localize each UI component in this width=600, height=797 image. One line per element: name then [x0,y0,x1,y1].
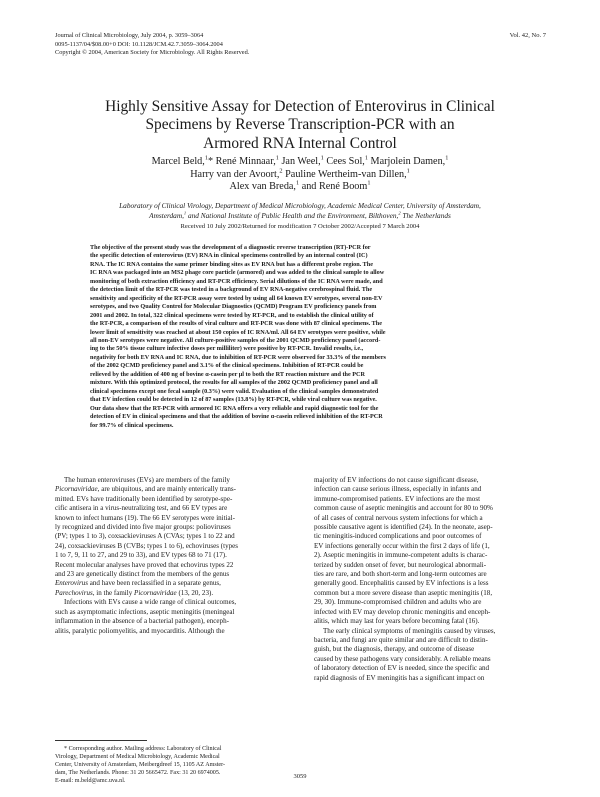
body-line: caused by these pathogens vary considerably. A reliable means [314,654,491,663]
body-line: 29, 30). Immune-compromised children and adults who are [314,598,482,607]
body-line: (PV; types 1 to 3), coxsackieviruses A (CVAs; types 1 to 22 and [55,532,235,541]
body-line: such as asymptomatic infections, aseptic meningitis (meningeal [55,607,235,616]
abstract-line: The objective of the present study was the development of a diagnostic reverse transcription (RT)-PCR for [90,244,371,251]
body-line: generally good. Encephalitis caused by EV infections is a less [314,579,489,588]
footnote-line: * Corresponding author. Mailing address: Laboratory of Clinical [64,746,222,752]
page-number: 3059 [293,773,307,780]
affiliation-line: Laboratory of Clinical Virology, Department of Medical Microbiology, Academic Medical Center, University of Amsterdam, [119,201,481,210]
author-line: Alex van Breda,$^1$ and René Boom$^1$ [229,179,371,193]
abstract [90,244,530,430]
journal-volume: Vol. 42, No. 7 [509,32,546,39]
abstract-line: the detection limit of the RT-PCR was tested in a background of EV RNA-negative cerebrospinal fluid. The [90,286,373,294]
body-line: ly recognized and divided into five major groups: polioviruses [55,523,231,532]
body-line: bacteria, and fungi are quite similar and are difficult to distin- [314,635,488,644]
body-line: Enterovirus and have been reclassified in a separate genus, [55,579,221,588]
body-line: ties are rare, and both short-term and long-term outcomes are [314,570,487,579]
footnote-divider [55,740,147,741]
body-line: Infections with EVs cause a wide range of clinical outcomes, [64,598,237,607]
body-line: of laboratory detection of EV is needed, since the specific and [314,664,489,673]
author-line: Harry van der Avoort,$^2$ Pauline Wertheim-van Dillen,$^1$ [190,167,410,180]
body-line: mitted. EVs have traditionally been identified by serotype-spe- [55,494,233,503]
body-line: known to infect humans (19). The 66 EV serotypes were initial- [55,513,235,522]
abstract-line: detection of EV in clinical specimens and that the addition of bovine α-casein relieved inhibition of the RT-PCR [90,413,383,421]
footnote-line: dam, The Netherlands. Phone: 31 20 5665472. Fax: 31 20 6974005. [55,769,221,776]
abstract-line: of the 2002 QCMD proficiency panel and 3.1% of the clinical specimens. Inhibition of RT-PCR could be [90,362,364,370]
abstract-line: monitoring of both extraction efficiency and RT-PCR efficiency. Serial dilutions of the IC RNA were made, and [90,277,383,285]
abstract-line: mixture. With this optimized protocol, the results for all samples of the 2002 QCMD proficiency panel and all [90,379,378,387]
author-line: Marcel Beld,$^1$* René Minnaar,$^1$ Jan Weel,$^1$ Cees Sol,$^1$ Marjolein Damen,$^1$ [151,154,449,167]
body-line: Recent molecular analyses have proved that echovirus types 22 [55,560,234,569]
title-line: Highly Sensitive Assay for Detection of Enterovirus in Clinical [105,98,495,115]
title-line: Specimens by Reverse Transcription-PCR with an [145,116,455,134]
title-line: Armored RNA Internal Control [203,134,397,152]
abstract-line: serotypes, and two Quality Control for Molecular Diagnostics (QCMD) Program EV proficiency panels from [90,303,377,311]
body-column-right [314,476,546,683]
body-line: common but a more severe disease than aseptic meningitis (18, [314,588,493,597]
body-line: of all cases of central nervous system infections for which a [314,513,483,522]
abstract-line: for 99.7% of clinical specimens. [90,421,174,429]
abstract-line: RNA. The IC RNA contains the same primer binding sites as EV RNA but has a different probe region. The [90,260,373,268]
footnote-line: E-mail: m.beld@amc.uva.nl. [55,777,126,784]
footnote-line: Center, University of Amsterdam, Meibergdreef 15, 1105 AZ Amster- [55,761,226,768]
abstract-line: all non-EV serotypes were negative. All culture-positive samples of the 2001 QCMD proficiency panel (accord- [90,336,381,344]
body-line: alitis, which may last for years before becoming fatal (16). [314,617,480,626]
body-line: inflammation in the absence of a bacterial pathogen), enceph- [55,617,229,626]
body-line: majority of EV infections do not cause significant disease, [314,476,479,484]
abstract-line: clinical specimens except one fecal sample (0.3%) were valid. Evaluation of the clinical samples demonstrated [90,387,379,395]
body-line: terized by sudden onset of fever, but neurological abnormali- [314,560,487,569]
abstract-line: relieved by the addition of 400 ng of bovine α-casein per μl to both the RT reaction mixture and the PCR [90,370,365,378]
journal-copyright: Copyright © 2004, American Society for Microbiology. All Rights Reserved. [55,49,250,57]
journal-citation: Journal of Clinical Microbiology, July 2004, p. 3059–3064 [55,32,204,39]
body-line: possible causative agent is identified (24). In the neonate, asep- [314,523,493,532]
body-line: 1 to 7, 9, 11 to 27, and 29 to 33), and EV types 68 to 71 (17). [55,551,227,560]
body-line: The early clinical symptoms of meningitis caused by viruses, [323,626,496,635]
affiliations [60,201,540,220]
abstract-line: the specific detection of enterovirus (EV) RNA in clinical specimens controlled by an internal control (IC) [90,252,368,260]
abstract-line: ing to the 50% tissue culture infective doses per milliliter) were positive by RT-PCR. Invalid results, i.e., [90,345,364,353]
body-line: EV infections generally occur within the first 2 days of life (1, [314,541,490,550]
body-line: 24), coxsackieviruses B (CVBs; types 1 to 6), echoviruses (types [55,541,238,550]
body-line: 2). Aseptic meningitis in immune-competent adults is charac- [314,551,488,560]
body-line: Parechovirus, in the family Picornaviridae (13, 20, 23). [55,588,214,597]
abstract-line: IC RNA was packaged into an MS2 phage core particle (armored) and was added to the clinical sample to allow [90,269,385,277]
body-line: common cause of aseptic meningitis and account for 80 to 90% [314,504,493,513]
abstract-line: 2001 and 2002. In total, 322 clinical specimens were tested by RT-PCR, and to establish the clinical utility of [90,311,374,319]
abstract-line: lower limit of sensitivity was reached at about 150 copies of IC RNA/ml. All 64 EV serotypes were positive, while [90,328,386,336]
abstract-line: Our data show that the RT-PCR with armored IC RNA offers a very reliable and rapid diagnostic tool for the [90,404,379,412]
body-line: cific antisera in a virus-neutralizing test, and 66 EV types are [55,504,228,513]
abstract-line: that EV infection could be detected in 12 of 87 samples (13.8%) by RT-PCR, while viral culture was negative. [90,396,377,404]
article-title [60,98,540,153]
body-line: infection can cause serious illness, especially in infants and [314,485,482,494]
body-line: The human enteroviruses (EVs) are members of the family [64,476,230,484]
affiliation-line: Amsterdam,$^1$ and National Institute of Public Health and the Environment, Bilthoven,$^2$ The Netherlands [149,210,451,220]
body-line: Picornaviridae, are ubiquitous, and are mainly enterically trans- [55,485,237,494]
body-line: immune-compromised patients. EV infections are the most [314,494,481,503]
abstract-line: negativity for both EV RNA and IC RNA, due to inhibition of RT-PCR were observed for 33.3% of the members [90,353,386,361]
body-column-left [55,476,287,636]
body-line: guish, but the diagnosis, therapy, and outcome of disease [314,645,475,654]
body-line: infected with EV may develop chronic meningitis and enceph- [314,607,491,616]
footnote-line: Virology, Department of Medical Microbiology, Academic Medical [55,753,220,760]
received-dates: Received 10 July 2002/Returned for modification 7 October 2002/Accepted 7 March 2004 [180,223,420,230]
author-list [60,156,540,194]
body-line: rapid diagnosis of EV meningitis has a significant impact on [314,673,485,682]
journal-header [55,32,385,58]
journal-doi: 0095-1137/04/$08.00+0 DOI: 10.1128/JCM.42.7.3059–3064.2004 [55,40,223,48]
abstract-line: the RT-PCR, a comparison of the results of viral culture and RT-PCR was done with 87 clinical specimens. The [90,320,382,328]
body-line: and 23 are genetically distinct from the members of the genus [55,570,230,579]
body-line: alitis, paralytic poliomyelitis, and myocarditis. Although the [55,626,225,635]
body-line: tic meningitis-induced complications and poor outcomes of [314,532,482,541]
abstract-line: sensitivity and specificity of the RT-PCR assay were tested by using all 64 known EV serotypes, several non-EV [90,294,383,302]
